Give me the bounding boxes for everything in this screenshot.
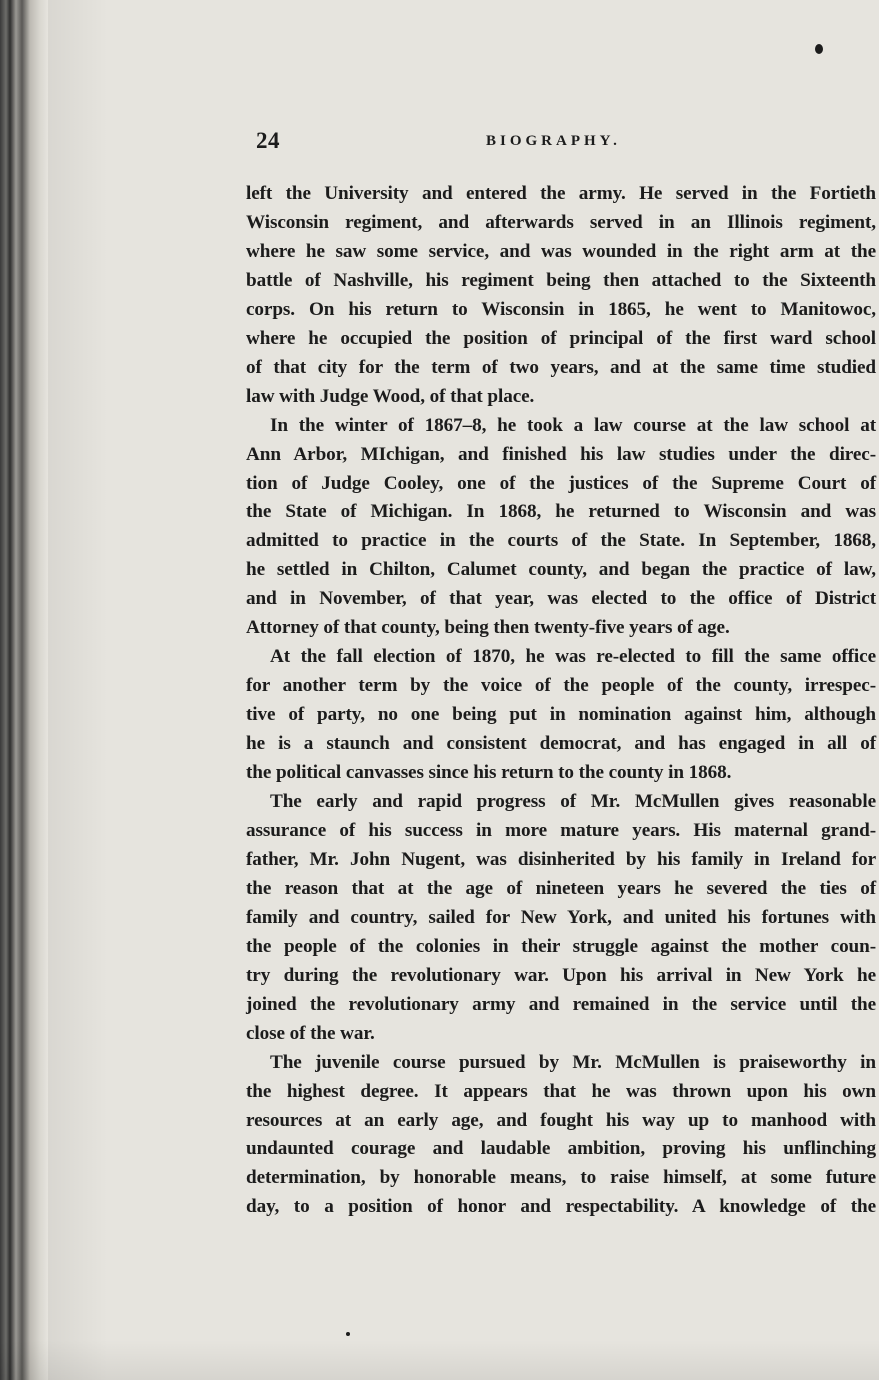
- text-line: of that city for the term of two years, and at the same time studied: [246, 356, 876, 378]
- text-line: he settled in Chilton, Calumet county, and began the practice of law,: [246, 559, 876, 581]
- text-line: Attorney of that county, being then twenty-five years of age.: [246, 617, 730, 639]
- text-line: In the winter of 1867–8, he took a law course at the law school at: [270, 414, 876, 436]
- text-line: The juvenile course pursued by Mr. McMullen is praiseworthy in: [270, 1051, 876, 1073]
- text-line: the highest degree. It appears that he was thrown upon his own: [246, 1080, 876, 1102]
- text-line: close of the war.: [246, 1022, 375, 1044]
- text-line: the political canvasses since his return to the county in 1868.: [246, 762, 732, 784]
- page-header: [256, 128, 876, 160]
- text-line: At the fall election of 1870, he was re-elected to fill the same office: [270, 646, 876, 668]
- ink-speck: [815, 44, 823, 54]
- text-line: battle of Nashville, his regiment being then attached to the Sixteenth: [246, 269, 876, 291]
- text-line: try during the revolutionary war. Upon his arrival in New York he: [246, 964, 876, 986]
- text-line: left the University and entered the army. He served in the Fortieth: [246, 183, 876, 204]
- text-line: Ann Arbor, MIchigan, and finished his law studies under the direc-: [246, 443, 876, 465]
- page-number: 24: [256, 128, 280, 153]
- text-line: where he occupied the position of principal of the first ward school: [246, 327, 876, 349]
- text-line: for another term by the voice of the people of the county, irrespec-: [246, 675, 876, 697]
- text-line: father, Mr. John Nugent, was disinherited by his family in Ireland for: [246, 848, 876, 870]
- text-line: resources at an early age, and fought his way up to manhood with: [246, 1109, 876, 1131]
- text-line: joined the revolutionary army and remained in the service until the: [246, 993, 876, 1015]
- text-line: and in November, of that year, was elected to the office of District: [246, 588, 876, 610]
- text-line: determination, by honorable means, to raise himself, at some future: [246, 1167, 876, 1189]
- text-line: family and country, sailed for New York, and united his fortunes with: [246, 906, 876, 928]
- page-bottom-shadow: [0, 1340, 879, 1380]
- ink-speck: [346, 1332, 350, 1336]
- text-line: tive of party, no one being put in nomination against him, although: [246, 704, 876, 726]
- text-line: tion of Judge Cooley, one of the justices of the Supreme Court of: [246, 472, 876, 494]
- text-line: where he saw some service, and was wounded in the right arm at the: [246, 240, 876, 262]
- text-line: assurance of his success in more mature years. His maternal grand-: [246, 819, 876, 841]
- text-line: admitted to practice in the courts of the State. In September, 1868,: [246, 530, 876, 552]
- running-head: BIOGRAPHY.: [486, 133, 621, 149]
- text-line: the people of the colonies in their struggle against the mother coun-: [246, 935, 876, 957]
- text-line: law with Judge Wood, of that place.: [246, 385, 535, 407]
- text-line: The early and rapid progress of Mr. McMullen gives reasonable: [270, 791, 876, 813]
- text-line: Wisconsin regiment, and afterwards served in an Illinois regiment,: [246, 211, 876, 233]
- text-line: corps. On his return to Wisconsin in 1865, he went to Manitowoc,: [246, 298, 876, 320]
- text-line: undaunted courage and laudable ambition, proving his unflinching: [246, 1138, 876, 1160]
- text-line: day, to a position of honor and respectability. A knowledge of the: [246, 1196, 876, 1218]
- text-line: the State of Michigan. In 1868, he returned to Wisconsin and was: [246, 501, 876, 523]
- book-binding-gutter: [0, 0, 48, 1380]
- body-text: [246, 180, 876, 1222]
- text-line: the reason that at the age of nineteen years he severed the ties of: [246, 877, 876, 899]
- text-line: he is a staunch and consistent democrat, and has engaged in all of: [246, 733, 876, 755]
